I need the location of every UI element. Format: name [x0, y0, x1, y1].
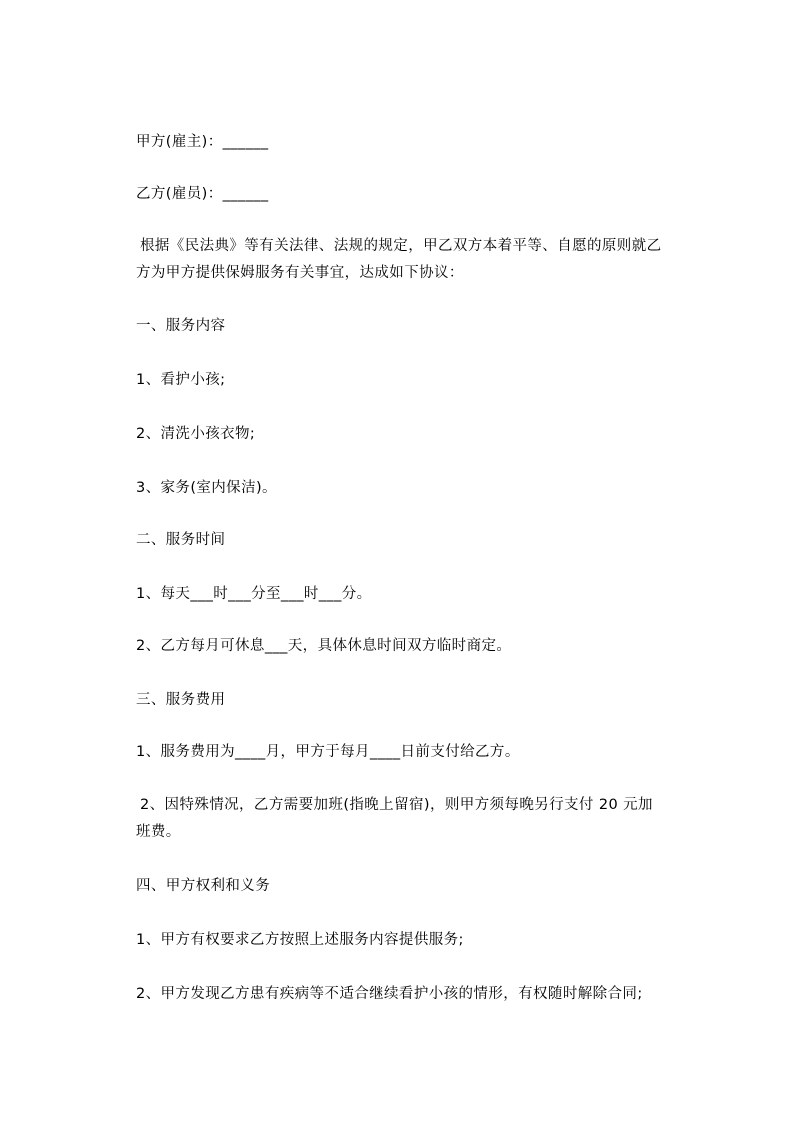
section-1-heading: 一、服务内容	[136, 318, 226, 334]
party-b-line: 乙方(雇员)：______	[136, 186, 269, 202]
section-4-item-2: 2、甲方发现乙方患有疾病等不适合继续看护小孩的情形，有权随时解除合同;	[136, 986, 643, 1002]
party-a-line: 甲方(雇主)：______	[136, 134, 269, 150]
section-2-item-2: 2、乙方每月可休息___天，具体休息时间双方临时商定。	[136, 638, 512, 654]
section-3-item-2: 2、因特殊情况，乙方需要加班(指晚上留宿)，则甲方须每晚另行支付 20 元加班费。	[136, 797, 653, 840]
intro-paragraph: 根据《民法典》等有关法律、法规的规定，甲乙双方本着平等、自愿的原则就乙方为甲方提供保姆服务有关事宜，达成如下协议：	[136, 238, 662, 281]
section-1-item-3: 3、家务(室内保洁)。	[136, 480, 277, 496]
section-3-heading: 三、服务费用	[136, 692, 226, 708]
section-4-heading: 四、甲方权利和义务	[136, 878, 271, 894]
section-3-item-1: 1、服务费用为____月，甲方于每月____日前支付给乙方。	[136, 744, 520, 760]
section-2-item-1: 1、每天___时___分至___时___分。	[136, 586, 372, 602]
section-1-item-1: 1、看护小孩;	[136, 372, 226, 388]
section-1-item-2: 2、清洗小孩衣物;	[136, 426, 256, 442]
section-2-heading: 二、服务时间	[136, 532, 226, 548]
section-4-item-1: 1、甲方有权要求乙方按照上述服务内容提供服务;	[136, 932, 464, 948]
